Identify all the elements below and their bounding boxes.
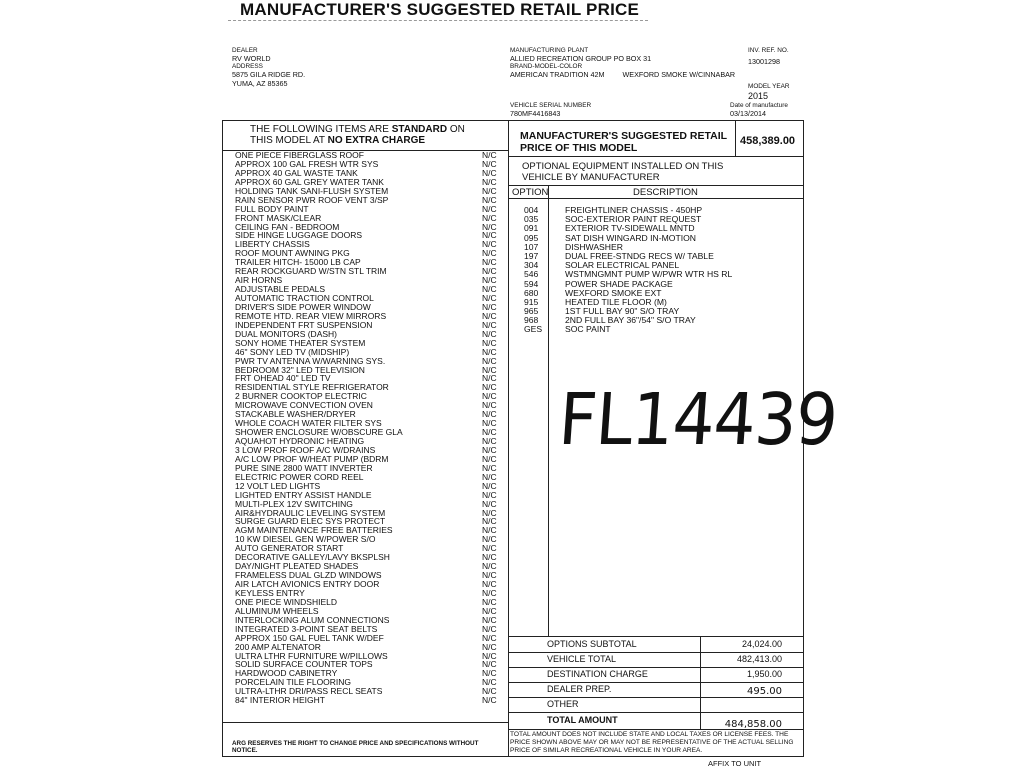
standard-item-name: INDEPENDENT FRT SUSPENSION (235, 319, 373, 330)
standard-item-price: N/C (482, 605, 497, 616)
option-code: 004 (524, 205, 539, 215)
standard-item-name: SONY HOME THEATER SYSTEM (235, 337, 366, 348)
standard-footer-rule (222, 722, 509, 723)
option-description: 2ND FULL BAY 36"/54" S/O TRAY (565, 315, 696, 326)
option-code: 594 (524, 278, 539, 289)
opt-heading-rule (508, 185, 804, 186)
standard-heading-bold-2: NO EXTRA CHARGE (327, 135, 426, 146)
standard-heading-on: ON (449, 124, 465, 135)
standard-item-name: 84" INTERIOR HEIGHT (235, 695, 325, 706)
standard-item-name: LIGHTED ENTRY ASSIST HANDLE (235, 489, 372, 500)
dealer-prep-row (509, 682, 802, 697)
standard-item-price: N/C (482, 230, 497, 241)
serial-label: VEHICLE SERIAL NUMBER (510, 102, 592, 109)
document-title: MANUFACTURER'S SUGGESTED RETAIL PRICE (240, 0, 640, 19)
standard-item-row (235, 696, 497, 705)
inv-number: 13001298 (748, 57, 780, 66)
options-subtotal-row (509, 637, 802, 652)
standard-item-price: N/C (482, 194, 497, 205)
description-column-header: DESCRIPTION (633, 187, 698, 198)
standard-item-name: REMOTE HTD. REAR VIEW MIRRORS (235, 310, 387, 321)
standard-item-name: BEDROOM 32" LED TELEVISION (235, 364, 365, 375)
standard-item-price: N/C (482, 391, 497, 402)
standard-item-price: N/C (482, 516, 497, 527)
standard-item-price: N/C (482, 150, 497, 160)
option-code: 197 (524, 250, 539, 261)
title-rule (228, 20, 648, 21)
standard-item-price: N/C (482, 489, 497, 500)
standard-item-name: ALUMINUM WHEELS (235, 605, 319, 616)
standard-item-price: N/C (482, 534, 497, 545)
option-code: 095 (524, 232, 539, 243)
standard-item-price: N/C (482, 293, 497, 303)
vehicle-total-value: 482,413.00 (736, 654, 782, 664)
other-row (509, 697, 802, 712)
standard-item-price: N/C (482, 355, 497, 366)
standard-item-name: DAY/NIGHT PLEATED SHADES (235, 561, 359, 572)
option-description: FREIGHTLINER CHASSIS - 450HP (565, 205, 703, 215)
standard-item-name: LIBERTY CHASSIS (235, 239, 310, 250)
option-description: SOC PAINT (565, 324, 611, 335)
option-code: 915 (524, 296, 539, 307)
other-label: OTHER (547, 699, 579, 709)
standard-items-list (235, 151, 497, 705)
standard-item-name: APPROX 150 GAL FUEL TANK W/DEF (235, 632, 384, 643)
optional-heading-line2: VEHICLE BY MANUFACTURER (522, 171, 660, 183)
standard-item-name: SHOWER ENCLOSURE W/OBSCURE GLA (235, 427, 403, 438)
standard-item-price: N/C (482, 400, 497, 411)
mfg-date-label: Date of manufacture (730, 102, 788, 109)
option-description: WEXFORD SMOKE EXT (565, 287, 662, 298)
standard-item-name: SIDE HINGE LUGGAGE DOORS (235, 230, 363, 241)
model-year: 2015 (748, 91, 769, 101)
standard-item-name: SURGE GUARD ELEC SYS PROTECT (235, 516, 386, 527)
standard-item-name: ULTRA LTHR FURNITURE W/PILLOWS (235, 650, 388, 661)
option-description: EXTERIOR TV-SIDEWALL MNTD (565, 223, 695, 234)
standard-item-price: N/C (482, 427, 497, 438)
standard-item-name: AIR&HYDRAULIC LEVELING SYSTEM (235, 507, 386, 518)
dealer-prep-value: 495.00 (747, 686, 782, 697)
standard-item-price: N/C (482, 373, 497, 384)
msrp-label-line2: PRICE OF THIS MODEL (520, 142, 638, 154)
standard-item-price: N/C (482, 632, 497, 643)
standard-item-name: APPROX 60 GAL GREY WATER TANK (235, 176, 384, 187)
option-code: 107 (524, 241, 539, 252)
standard-item-price: N/C (482, 480, 497, 491)
standard-item-name: FRAMELESS DUAL GLZD WINDOWS (235, 570, 382, 581)
standard-item-price: N/C (482, 185, 497, 196)
option-code: 965 (524, 306, 539, 317)
standard-item-name: AUTOMATIC TRACTION CONTROL (235, 293, 374, 303)
standard-item-price: N/C (482, 284, 497, 295)
standard-item-price: N/C (482, 444, 497, 455)
standard-item-name: TRAILER HITCH- 15000 LB CAP (235, 257, 361, 268)
standard-item-price: N/C (482, 543, 497, 554)
model-year-label: MODEL YEAR (748, 83, 790, 90)
standard-item-name: ONE PIECE WINDSHIELD (235, 596, 338, 607)
standard-item-name: PURE SINE 2800 WATT INVERTER (235, 462, 373, 473)
standard-item-name: ADJUSTABLE PEDALS (235, 284, 326, 295)
standard-item-price: N/C (482, 498, 497, 509)
standard-item-price: N/C (482, 561, 497, 572)
option-description: SOLAR ELECTRICAL PANEL (565, 260, 680, 271)
dealer-street: 5875 GILA RIDGE RD. (232, 70, 306, 80)
standard-item-price: N/C (482, 677, 497, 688)
standard-item-price: N/C (482, 596, 497, 607)
address-label: ADDRESS (232, 63, 263, 71)
optional-heading (522, 162, 723, 183)
total-amount-row (509, 713, 802, 728)
inv-label: INV. REF. NO. (748, 47, 789, 54)
standard-item-price: N/C (482, 158, 497, 169)
option-description: POWER SHADE PACKAGE (565, 278, 673, 289)
standard-item-name: REAR ROCKGUARD W/STN STL TRIM (235, 266, 387, 277)
standard-item-price: N/C (482, 507, 497, 518)
footer-note: ARG RESERVES THE RIGHT TO CHANGE PRICE AND SPECIFICATIONS WITHOUT NOTICE. (232, 740, 479, 754)
msrp-divider (735, 120, 736, 156)
standard-item-name: ELECTRIC POWER CORD REEL (235, 471, 364, 482)
standard-item-name: CEILING FAN - BEDROOM (235, 221, 340, 232)
option-description: DUAL FREE-STNDG RECS W/ TABLE (565, 250, 714, 261)
standard-item-price: N/C (482, 570, 497, 581)
option-description: SOC-EXTERIOR PAINT REQUEST (565, 214, 702, 225)
standard-item-name: ULTRA-LTHR DRI/PASS RECL SEATS (235, 686, 383, 697)
option-code: 304 (524, 260, 539, 271)
standard-item-name: DUAL MONITORS (DASH) (235, 328, 338, 339)
standard-item-name: AIR LATCH AVIONICS ENTRY DOOR (235, 579, 380, 589)
option-description: HEATED TILE FLOOR (M) (565, 296, 667, 307)
option-description: WSTMNGMNT PUMP W/PWR WTR HS RL (565, 269, 733, 280)
standard-item-price: N/C (482, 695, 497, 706)
standard-item-name: WHOLE COACH WATER FILTER SYS (235, 418, 382, 429)
msrp-rule (508, 156, 804, 157)
standard-item-price: N/C (482, 462, 497, 473)
standard-item-price: N/C (482, 275, 497, 286)
standard-item-price: N/C (482, 471, 497, 482)
plant-label: MANUFACTURING PLANT (510, 47, 589, 54)
standard-item-price: N/C (482, 668, 497, 679)
standard-item-name: APPROX 40 GAL WASTE TANK (235, 167, 358, 178)
vehicle-color: WEXFORD SMOKE W/CINNABAR (622, 70, 736, 80)
standard-item-name: PWR TV ANTENNA W/WARNING SYS. (235, 355, 386, 366)
dealer-name: RV WORLD (232, 54, 271, 63)
total-amount-label: TOTAL AMOUNT (547, 715, 618, 725)
standard-heading (250, 124, 465, 146)
dealer-block (232, 47, 305, 88)
msrp-value: 458,389.00 (740, 135, 796, 147)
standard-item-price: N/C (482, 552, 497, 563)
option-code: 680 (524, 287, 539, 298)
standard-item-price: N/C (482, 167, 497, 178)
standard-item-name: 200 AMP ALTENATOR (235, 641, 321, 652)
standard-item-price: N/C (482, 310, 497, 321)
standard-item-name: DECORATIVE GALLEY/LAVY BKSPLSH (235, 552, 390, 563)
standard-item-name: 12 VOLT LED LIGHTS (235, 480, 321, 491)
standard-item-name: AQUAHOT HYDRONIC HEATING (235, 436, 365, 446)
mfg-date: 03/13/2014 (730, 109, 766, 118)
standard-item-price: N/C (482, 579, 497, 589)
option-code: 546 (524, 269, 539, 280)
standard-item-price: N/C (482, 346, 497, 357)
affix-note: AFFIX TO UNIT (708, 759, 762, 768)
options-subtotal-label: OPTIONS SUBTOTAL (547, 639, 637, 649)
option-description: SAT DISH WINGARD IN-MOTION (565, 232, 696, 243)
standard-item-price: N/C (482, 212, 497, 223)
standard-item-price: N/C (482, 587, 497, 598)
standard-item-name: RESIDENTIAL STYLE REFRIGERATOR (235, 382, 389, 393)
standard-item-name: HARDWOOD CABINETRY (235, 668, 338, 679)
standard-item-price: N/C (482, 453, 497, 464)
bmc-label: BRAND-MODEL-COLOR (510, 63, 583, 71)
standard-item-name: INTEGRATED 3-POINT SEAT BELTS (235, 623, 378, 634)
optional-heading-line1: OPTIONAL EQUIPMENT INSTALLED ON THIS (522, 161, 724, 172)
dealer-prep-label: DEALER PREP. (547, 684, 612, 694)
standard-item-price: N/C (482, 239, 497, 250)
dealer-city: YUMA, AZ 85365 (232, 78, 288, 88)
handwritten-stock-number: FL14439 (556, 378, 840, 462)
standard-item-price: N/C (482, 203, 497, 214)
standard-item-price: N/C (482, 614, 497, 625)
option-code: GES (524, 324, 543, 335)
dealer-label: DEALER (232, 47, 258, 54)
vehicle-total-label: VEHICLE TOTAL (547, 654, 617, 664)
standard-item-name: A/C LOW PROF W/HEAT PUMP (BDRM (235, 453, 389, 464)
standard-item-name: MICROWAVE CONVECTION OVEN (235, 400, 373, 411)
standard-heading-text-2: THIS MODEL AT (250, 135, 325, 146)
opt-columns-rule (508, 198, 804, 199)
standard-item-name: HOLDING TANK SANI-FLUSH SYSTEM (235, 185, 389, 196)
standard-item-name: 2 BURNER COOKTOP ELECTRIC (235, 391, 367, 402)
standard-item-price: N/C (482, 650, 497, 661)
standard-item-price: N/C (482, 176, 497, 187)
standard-item-price: N/C (482, 337, 497, 348)
standard-item-price: N/C (482, 364, 497, 375)
standard-item-price: N/C (482, 623, 497, 634)
total-amount-value: 484,858.00 (724, 719, 782, 730)
standard-item-price: N/C (482, 319, 497, 330)
standard-item-name: AUTO GENERATOR START (235, 543, 344, 554)
standard-item-price: N/C (482, 382, 497, 393)
standard-item-price: N/C (482, 328, 497, 339)
standard-item-name: FRT OHEAD 40" LED TV (235, 373, 331, 384)
standard-item-name: MULTI-PLEX 12V SWITCHING (235, 498, 353, 509)
standard-item-name: RAIN SENSOR PWR ROOF VENT 3/SP (235, 194, 389, 205)
standard-heading-text: THE FOLLOWING ITEMS ARE (250, 124, 389, 135)
standard-item-name: ROOF MOUNT AWNING PKG (235, 248, 350, 259)
option-description: 1ST FULL BAY 90" S/O TRAY (565, 306, 680, 317)
standard-item-name: STACKABLE WASHER/DRYER (235, 409, 356, 420)
standard-item-price: N/C (482, 301, 497, 312)
price-disclaimer: TOTAL AMOUNT DOES NOT INCLUDE STATE AND LOCAL TAXES OR LICENSE FEES. THE PRICE SHOWN ABOVE MAY OR MAY NOT BE REPRESENTATIVE OF THE ACTUAL SELLING PRICE OF SIMILAR RECREATIONAL VEHICLE IN YOUR AREA. (510, 731, 794, 754)
option-column-header: OPTION (512, 187, 549, 198)
standard-item-price: N/C (482, 686, 497, 697)
standard-item-name: 10 KW DIESEL GEN W/POWER S/O (235, 534, 376, 545)
standard-item-price: N/C (482, 525, 497, 536)
standard-item-price: N/C (482, 221, 497, 232)
standard-item-name: AIR HORNS (235, 275, 283, 286)
standard-item-price: N/C (482, 418, 497, 429)
brand-model: AMERICAN TRADITION 42M (510, 70, 605, 80)
standard-item-price: N/C (482, 248, 497, 259)
vehicle-total-row (509, 652, 802, 667)
standard-item-price: N/C (482, 257, 497, 268)
standard-item-price: N/C (482, 409, 497, 420)
standard-item-name: DRIVER'S SIDE POWER WINDOW (235, 301, 371, 312)
standard-item-name: SOLID SURFACE COUNTER TOPS (235, 659, 373, 670)
options-subtotal-value: 24,024.00 (741, 639, 782, 649)
standard-item-name: 46" SONY LED TV (MIDSHIP) (235, 346, 350, 357)
standard-item-price: N/C (482, 641, 497, 652)
option-code: 091 (524, 223, 539, 234)
msrp-label-line1: MANUFACTURER'S SUGGESTED RETAIL (520, 130, 728, 142)
standard-item-name: PORCELAIN TILE FLOORING (235, 677, 352, 688)
standard-item-price: N/C (482, 436, 497, 446)
standard-item-name: KEYLESS ENTRY (235, 587, 305, 598)
option-code: 968 (524, 315, 539, 326)
option-description: DISHWASHER (565, 241, 623, 252)
standard-item-name: ONE PIECE FIBERGLASS ROOF (235, 150, 364, 160)
standard-item-name: 3 LOW PROF ROOF A/C W/DRAINS (235, 444, 376, 455)
destination-row (509, 667, 802, 682)
standard-item-name: FRONT MASK/CLEAR (235, 212, 322, 223)
plant-name: ALLIED RECREATION GROUP PO BOX 31 (510, 54, 652, 63)
msrp-label (520, 130, 727, 154)
destination-label: DESTINATION CHARGE (547, 669, 648, 679)
standard-item-name: INTERLOCKING ALUM CONNECTIONS (235, 614, 390, 625)
standard-item-price: N/C (482, 266, 497, 277)
standard-item-name: AGM MAINTENANCE FREE BATTERIES (235, 525, 393, 536)
standard-heading-bold: STANDARD (391, 124, 448, 135)
option-code: 035 (524, 214, 539, 225)
standard-item-name: FULL BODY PAINT (235, 203, 309, 214)
brand-model-color (510, 71, 810, 79)
standard-item-name: APPROX 100 GAL FRESH WTR SYS (235, 158, 379, 169)
destination-value: 1,950.00 (746, 669, 782, 679)
standard-item-price: N/C (482, 659, 497, 670)
vehicle-serial: 780MF4416843 (510, 109, 561, 118)
